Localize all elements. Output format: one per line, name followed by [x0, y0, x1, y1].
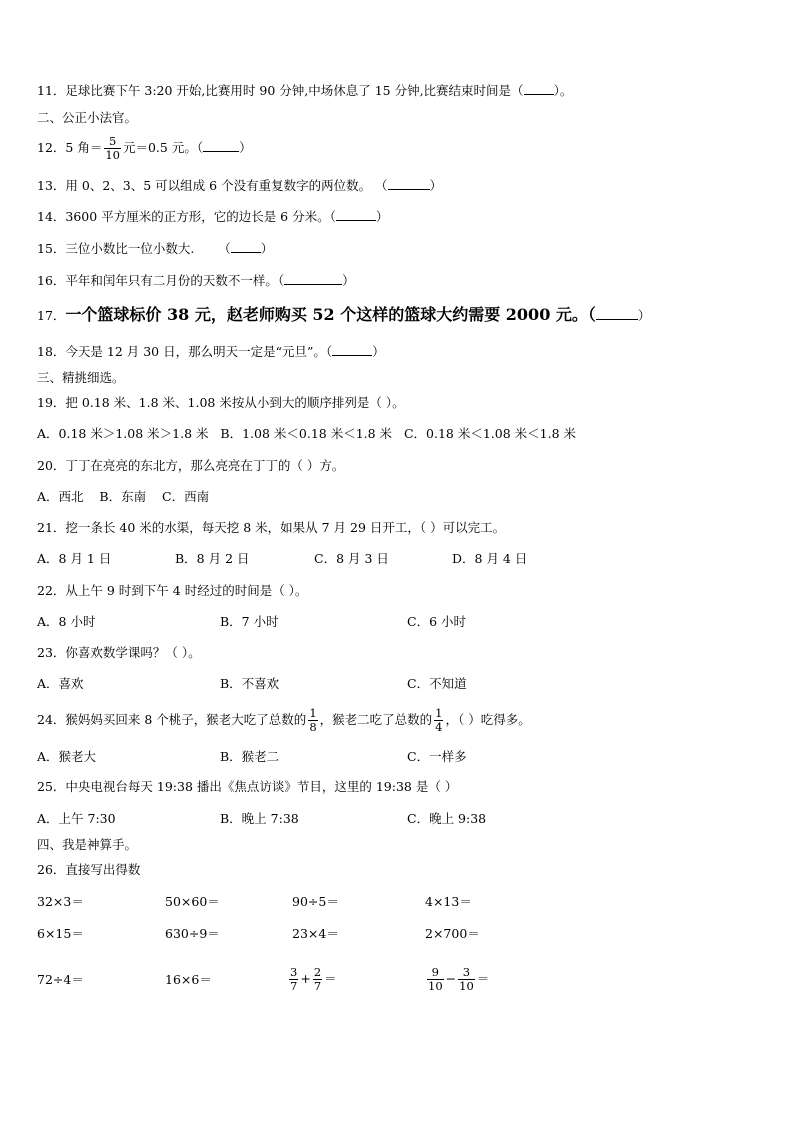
q12-pre: 12．5 角＝	[37, 140, 103, 155]
question-16	[37, 272, 355, 289]
q25-option-a[interactable]: A．上午 7:30	[37, 811, 116, 826]
q25-option-b[interactable]: B．晚上 7:38	[220, 811, 299, 826]
q11-text: 11．足球比赛下午 3:20 开始,比赛用时 90 分钟,中场休息了 15 分钟,比赛结束时间是（	[37, 83, 524, 98]
question-17	[37, 305, 650, 325]
calc-item: 630÷9＝	[165, 926, 220, 941]
fraction-denominator: 10	[459, 979, 474, 993]
fraction-numerator: 3	[462, 965, 471, 979]
q14-end: ）	[375, 209, 389, 224]
fraction-numerator: 3	[290, 965, 298, 979]
q15-text: 15．三位小数比一位小数大. （	[37, 241, 231, 256]
fraction	[308, 707, 317, 734]
q24-mid: ，猴老二吃了总数的	[319, 712, 433, 727]
question-26: 26．直接写出得数	[37, 862, 141, 877]
section-4-title: 四、我是神算手。	[37, 837, 138, 852]
fraction-denominator: 4	[435, 720, 443, 734]
answer-blank[interactable]	[203, 139, 239, 152]
q22-option-b[interactable]: B．7 小时	[220, 614, 279, 629]
fraction-numerator: 5	[109, 134, 117, 148]
q24-option-a[interactable]: A．猴老大	[37, 749, 97, 764]
section-2-title: 二、公正小法官。	[37, 110, 138, 125]
q19-options: A．0.18 米＞1.08 米＞1.8 米 B．1.08 米＜0.18 米＜1.8 米 C．0.18 米＜1.08 米＜1.8 米	[37, 426, 577, 441]
question-14	[37, 208, 388, 225]
calc-item: 23×4＝	[292, 926, 339, 941]
calc-item: 50×60＝	[165, 894, 220, 909]
q22-option-c[interactable]: C．6 小时	[407, 614, 466, 629]
q23-option-a[interactable]: A．喜欢	[37, 676, 84, 691]
fraction-denominator: 7	[313, 979, 322, 993]
fraction-numerator: 1	[309, 706, 317, 720]
question-23: 23．你喜欢数学课吗？（ ）。	[37, 645, 201, 660]
q24-option-c[interactable]: C．一样多	[407, 749, 467, 764]
calc-fraction-sum	[287, 961, 337, 997]
question-24	[37, 704, 531, 736]
fraction	[289, 966, 298, 993]
q17-number: 17．	[37, 308, 66, 323]
answer-blank[interactable]	[231, 240, 261, 253]
fraction-numerator: 9	[431, 965, 439, 979]
q24-option-b[interactable]: B．猴老二	[220, 749, 280, 764]
q23-option-b[interactable]: B．不喜欢	[220, 676, 280, 691]
fraction	[458, 966, 475, 993]
q21-option-d[interactable]: D．8 月 4 日	[452, 551, 528, 566]
answer-blank[interactable]	[336, 208, 376, 221]
fraction	[427, 966, 444, 993]
fraction-denominator: 8	[309, 720, 317, 734]
calc-item: 90÷5＝	[292, 894, 339, 909]
q14-text: 14．3600 平方厘米的正方形，它的边长是 6 分米。（	[37, 209, 336, 224]
plus-sign: +	[300, 971, 311, 986]
q21-option-c[interactable]: C．8 月 3 日	[314, 551, 389, 566]
answer-blank[interactable]	[388, 177, 430, 190]
q24-pre: 24．猴妈妈买回来 8 个桃子，猴老大吃了总数的	[37, 712, 307, 727]
calc-item: 6×15＝	[37, 926, 84, 941]
q13-text: 13．用 0、2、3、5 可以组成 6 个没有重复数字的两位数。 （	[37, 178, 388, 193]
answer-blank[interactable]	[332, 343, 372, 356]
q16-end: ）	[342, 273, 355, 288]
question-25: 25．中央电视台每天 19:38 播出《焦点访谈》节目，这里的 19:38 是（ ）	[37, 779, 458, 794]
q21-option-b[interactable]: B．8 月 2 日	[175, 551, 250, 566]
q24-post: ，（ ）吃得多。	[445, 712, 531, 727]
fraction	[313, 966, 322, 993]
fraction	[434, 707, 443, 734]
fraction	[104, 135, 121, 162]
minus-sign: −	[445, 971, 457, 986]
q11-end: ）。	[553, 83, 573, 98]
fraction-numerator: 2	[313, 965, 322, 979]
fraction-denominator: 10	[428, 979, 443, 993]
question-20: 20．丁丁在亮亮的东北方，那么亮亮在丁丁的（ ）方。	[37, 458, 345, 473]
fraction-denominator: 10	[105, 148, 120, 162]
question-19: 19．把 0.18 米、1.8 米、1.08 米按从小到大的顺序排列是（ ）。	[37, 395, 405, 410]
q21-option-a[interactable]: A．8 月 1 日	[37, 551, 112, 566]
question-21: 21．挖一条长 40 米的水渠，每天挖 8 米，如果从 7 月 29 日开工，（ ）可以完工。	[37, 520, 506, 535]
question-18	[37, 343, 385, 360]
q22-option-a[interactable]: A．8 小时	[37, 614, 96, 629]
calc-item: 16×6＝	[165, 972, 212, 987]
q13-end: ）	[429, 178, 443, 193]
question-22: 22．从上午 9 时到下午 4 时经过的时间是（ ）。	[37, 583, 308, 598]
question-13	[37, 177, 442, 194]
q15-end: ）	[260, 241, 274, 256]
q17-text: 一个篮球标价 38 元，赵老师购买 52 个这样的篮球大约需要 2000 元。（	[65, 305, 596, 324]
section-3-title: 三、精挑细选。	[37, 370, 125, 385]
q18-end: ）	[372, 344, 385, 359]
question-12	[37, 135, 252, 162]
calc-fraction-difference	[425, 961, 489, 997]
q18-text: 18．今天是 12 月 30 日，那么明天一定是“元旦”。（	[37, 344, 333, 359]
q17-end: ）	[637, 308, 651, 323]
equals-sign: ＝	[324, 971, 337, 986]
question-11	[37, 82, 572, 99]
fraction-denominator: 7	[290, 979, 298, 993]
q25-option-c[interactable]: C．晚上 9:38	[407, 811, 487, 826]
q23-option-c[interactable]: C．不知道	[407, 676, 467, 691]
q20-options: A．西北 B．东南 C．西南	[37, 489, 210, 504]
answer-blank[interactable]	[596, 307, 638, 320]
answer-blank[interactable]	[284, 272, 342, 285]
calc-item: 72÷4＝	[37, 972, 84, 987]
equals-sign: ＝	[476, 971, 490, 986]
q16-text: 16．平年和闰年只有二月份的天数不一样。（	[37, 273, 285, 288]
calc-item: 4×13＝	[425, 894, 472, 909]
q12-post: 元＝0.5 元。（	[122, 140, 204, 155]
q12-end: ）	[239, 140, 252, 155]
calc-item: 32×3＝	[37, 894, 84, 909]
fraction-numerator: 1	[435, 706, 443, 720]
calc-item: 2×700＝	[425, 926, 480, 941]
question-15	[37, 240, 273, 257]
answer-blank[interactable]	[524, 82, 554, 95]
